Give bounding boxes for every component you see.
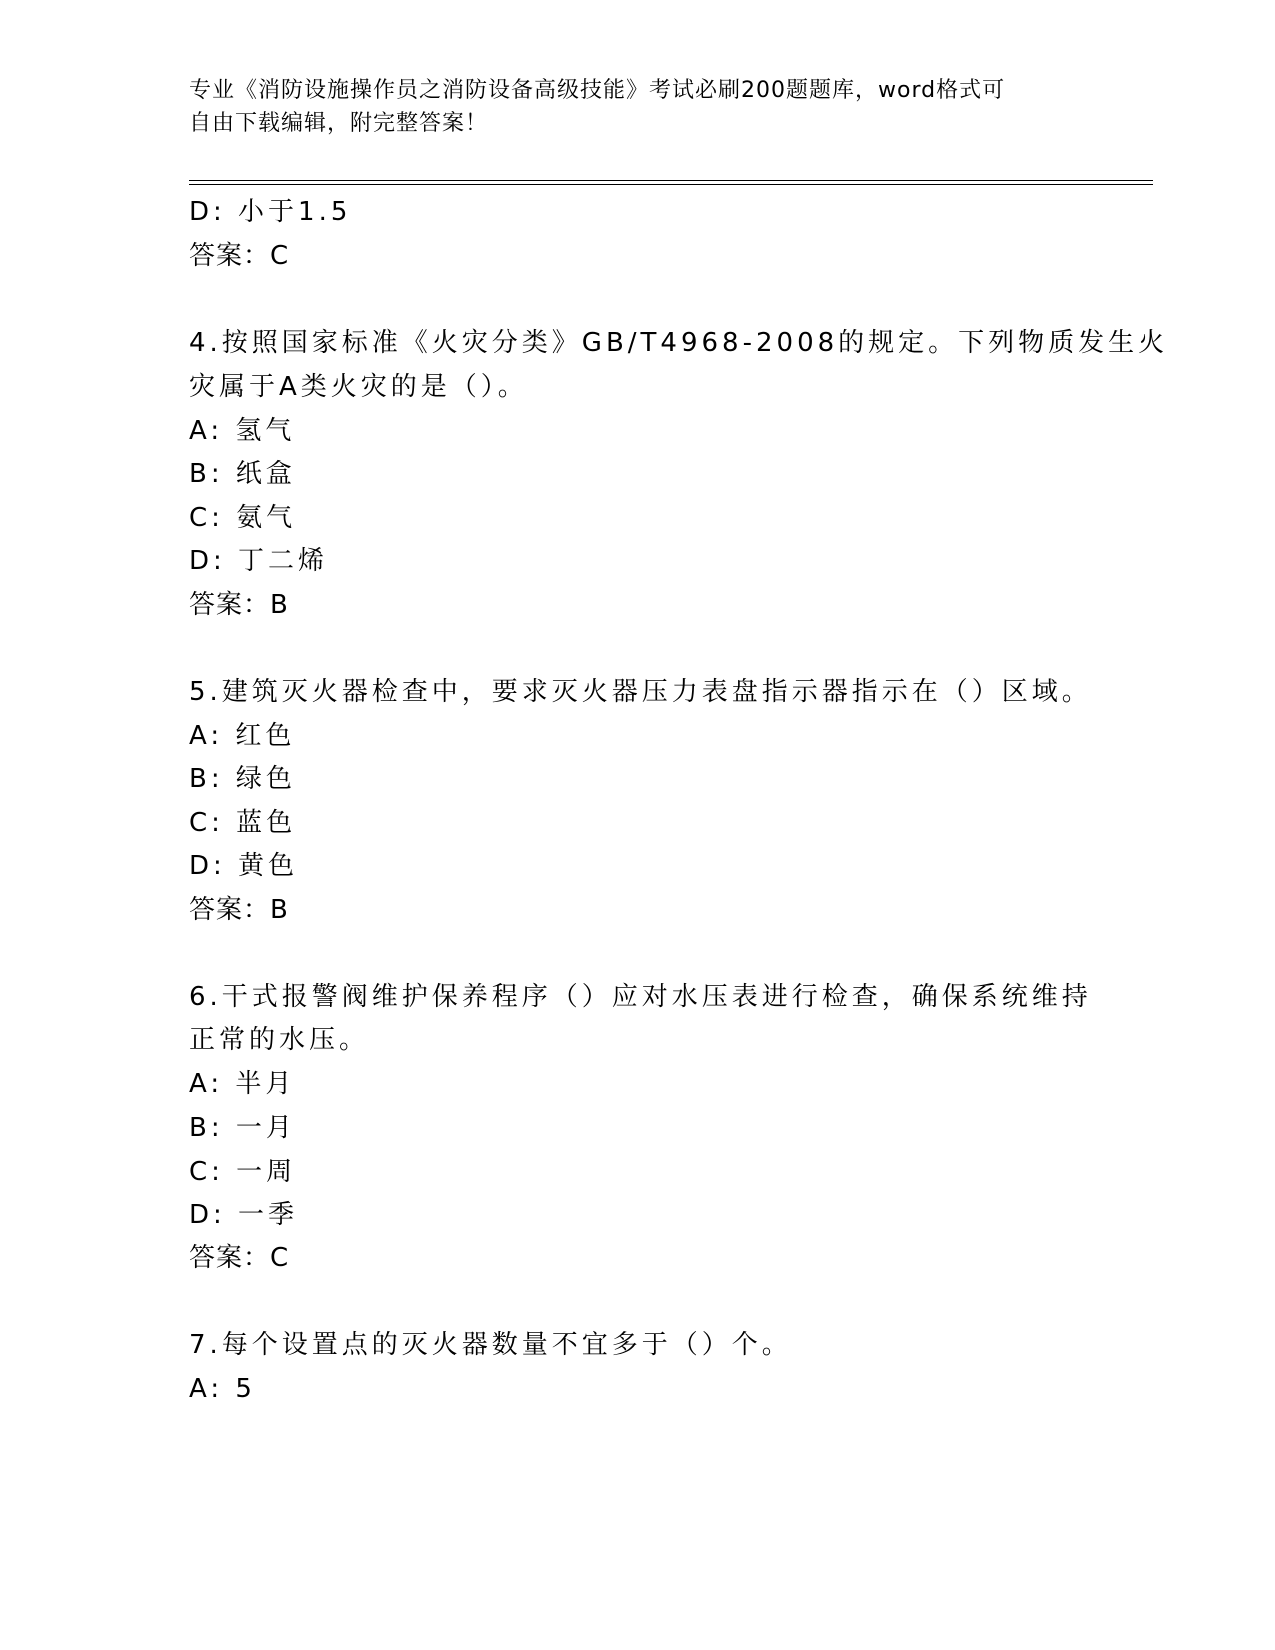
question-6-stem-line-2: 正常的水压。 bbox=[189, 1025, 370, 1055]
question-5-stem-line-1: 5.建筑灭火器检查中，要求灭火器压力表盘指示器指示在（）区域。 bbox=[189, 677, 1092, 707]
question-5-option-a: A: 红色 bbox=[189, 721, 296, 751]
question-4-option-d: D: 丁二烯 bbox=[189, 546, 329, 576]
question-7-stem-line-1: 7.每个设置点的灭火器数量不宜多于（）个。 bbox=[189, 1330, 792, 1360]
option-d: D: 小于1.5 bbox=[189, 197, 352, 227]
question-6-option-b: B: 一月 bbox=[189, 1113, 296, 1143]
question-6-answer: 答案：C bbox=[189, 1243, 290, 1273]
question-4-stem-line-2: 灾属于A类火灾的是（）。 bbox=[189, 372, 528, 402]
question-7-option-a: A: 5 bbox=[189, 1374, 256, 1404]
header-line-1: 专业《消防设施操作员之消防设备高级技能》考试必刷200题题库，word格式可 bbox=[189, 78, 1006, 103]
question-4-answer: 答案：B bbox=[189, 590, 289, 620]
question-6-option-d: D: 一季 bbox=[189, 1200, 299, 1230]
question-5-answer: 答案：B bbox=[189, 895, 289, 925]
header-line-2: 自由下载编辑，附完整答案！ bbox=[189, 111, 489, 136]
question-4-option-b: B: 纸盒 bbox=[189, 459, 296, 489]
header-divider-bottom bbox=[189, 184, 1153, 185]
answer: 答案：C bbox=[189, 241, 290, 271]
question-4-option-c: C: 氨气 bbox=[189, 503, 297, 533]
question-5-option-b: B: 绿色 bbox=[189, 764, 296, 794]
question-5-option-c: C: 蓝色 bbox=[189, 808, 297, 838]
header-divider-top bbox=[189, 180, 1153, 181]
question-4-stem-line-1: 4.按照国家标准《火灾分类》GB/T4968-2008的规定。下列物质发生火 bbox=[189, 328, 1169, 358]
question-6-option-a: A: 半月 bbox=[189, 1069, 296, 1099]
question-6-option-c: C: 一周 bbox=[189, 1157, 297, 1187]
question-4-option-a: A: 氢气 bbox=[189, 416, 296, 446]
question-6-stem-line-1: 6.干式报警阀维护保养程序（）应对水压表进行检查，确保系统维持 bbox=[189, 982, 1092, 1012]
question-5-option-d: D: 黄色 bbox=[189, 851, 299, 881]
document-header bbox=[189, 74, 1089, 140]
